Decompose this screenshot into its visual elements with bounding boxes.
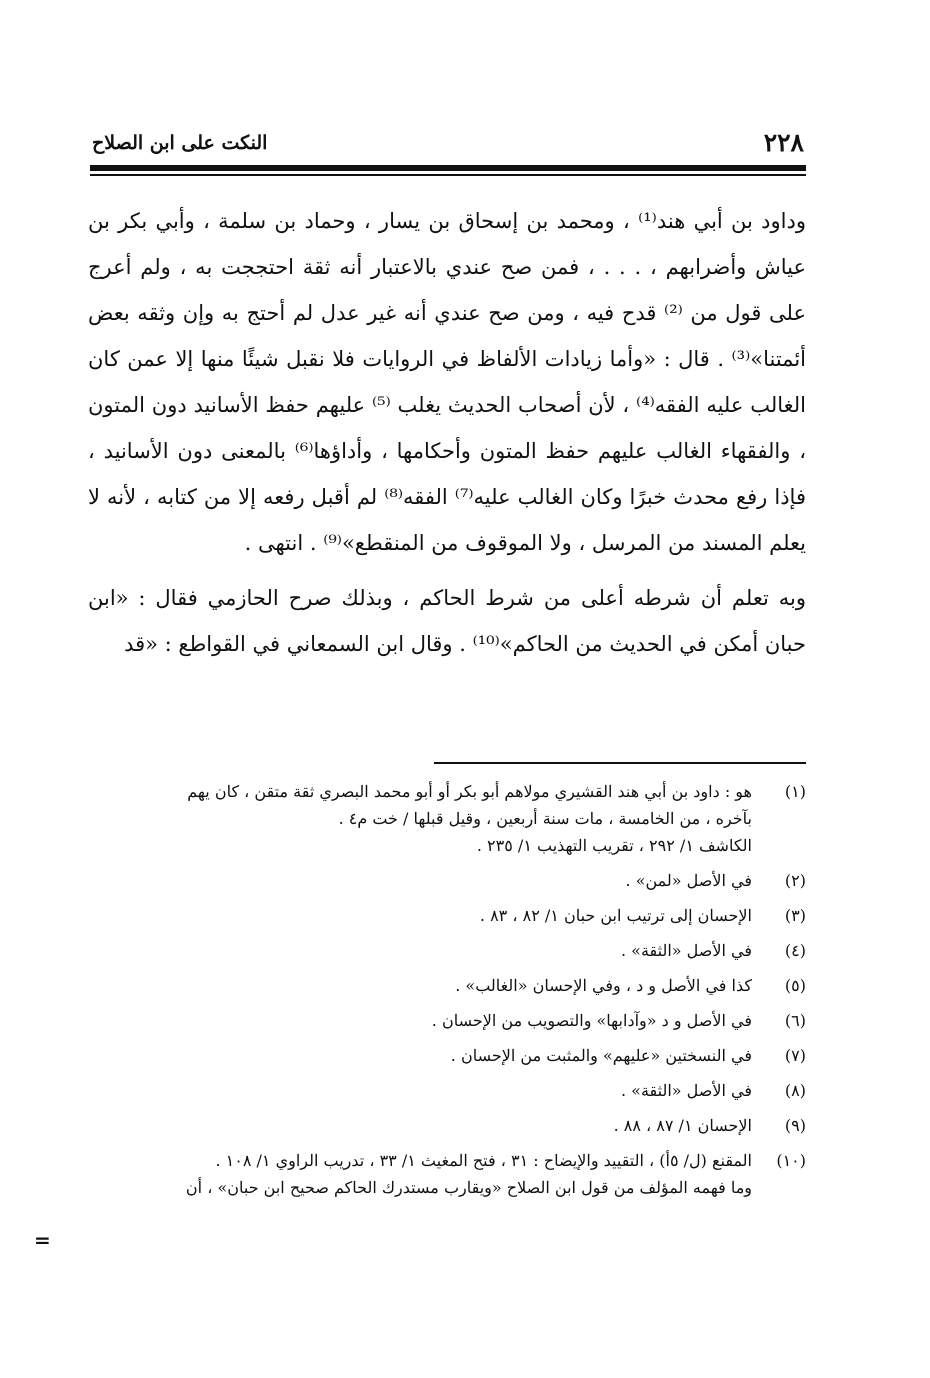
footnote-10 [92, 1147, 806, 1201]
footnote-text: المقنع (ل/ ٥أ) ، التقييد والإيضاح : ٣١ ، فتح المغيث ١/ ٣٣ ، تدريب الراوي ١/ ١٠٨ . [215, 1151, 752, 1170]
footnote-4 [92, 937, 806, 964]
header-rule-thick [90, 165, 806, 171]
footnote-text: في الأصل «الثقة» . [621, 1081, 752, 1100]
continuation-mark: = [34, 1228, 51, 1252]
footnote-text: في الأصل «لمن» . [625, 871, 752, 890]
header-rule-thin [90, 174, 806, 176]
footnote-text: الكاشف ١/ ٢٩٢ ، تقريب التهذيب ١/ ٢٣٥ . [476, 836, 752, 855]
running-header [92, 128, 804, 164]
footnote-2 [92, 867, 806, 894]
footnote-number: (٧) [784, 1046, 806, 1065]
footnote-text: وما فهمه المؤلف من قول ابن الصلاح «ويقارب مستدرك الحاكم صحيح ابن حبان» ، أن [185, 1178, 752, 1197]
footnote-number: (٤) [784, 941, 806, 960]
footnote-number: (٥) [784, 976, 806, 995]
body-paragraph: وداود بن أبي هند⁽¹⁾ ، ومحمد بن إسحاق بن يسار ، وحماد بن سلمة ، وأبي بكر بن عياش وأضرابهم ، . . . ، فمن صح عندي بالاعتبار أنه ثقة احتججت به ، ولم أعرج على قول من ⁽²⁾ قدح فيه ، ومن صح عندي أنه غير عدل لم أحتج به وإن وثقه بعض أئمتنا»⁽³⁾ . قال : «وأما زيادات الألفاظ في الروايات فلا نقبل شيئًا منها إلا عمن كان الغالب عليه الفقه⁽⁴⁾ ، لأن أصحاب الحديث يغلب ⁽⁵⁾ عليهم حفظ الأسانيد دون المتون ، والفقهاء الغالب عليهم حفظ المتون وأحكامها ، وأداؤها⁽⁶⁾ بالمعنى دون الأسانيد ، فإذا رفع محدث خبرًا وكان الغالب عليه⁽⁷⁾ الفقه⁽⁸⁾ لم أقبل رفعه إلا من كتابه ، لأنه لا يعلم المسند من المرسل ، ولا الموقوف من المنقطع»⁽⁹⁾ . انتهى . [88, 209, 806, 555]
main-text [88, 198, 806, 667]
footnote-text: في الأصل «الثقة» . [621, 941, 752, 960]
footnote-separator [434, 762, 806, 764]
footnote-number: (١٠) [776, 1151, 806, 1170]
footnote-text: بآخره ، من الخامسة ، مات سنة أربعين ، وقيل قبلها / خت م٤ . [338, 809, 752, 828]
footnote-6 [92, 1007, 806, 1034]
body-paragraph: وبه تعلم أن شرطه أعلى من شرط الحاكم ، وبذلك صرح الحازمي فقال : «ابن حبان أمكن في الحديث من الحاكم»⁽¹⁰⁾ . وقال ابن السمعاني في القواطع : «قد [88, 586, 806, 656]
footnote-text: في النسختين «عليهم» والمثبت من الإحسان . [450, 1046, 752, 1065]
footnote-number: (٦) [784, 1011, 806, 1030]
footnote-number: (٩) [784, 1116, 806, 1135]
footnote-7 [92, 1042, 806, 1069]
footnote-text: الإحسان إلى ترتيب ابن حبان ١/ ٨٢ ، ٨٣ . [479, 906, 752, 925]
footnote-3 [92, 902, 806, 929]
footnote-5 [92, 972, 806, 999]
footnote-text: في الأصل و د «وآدابها» والتصويب من الإحسان . [431, 1011, 752, 1030]
page-number: ٢٢٨ [763, 128, 804, 157]
footnote-8 [92, 1077, 806, 1104]
footnotes [92, 778, 806, 1209]
footnote-9 [92, 1112, 806, 1139]
running-title: النكت على ابن الصلاح [92, 132, 268, 154]
footnote-number: (٢) [784, 871, 806, 890]
footnote-text: كذا في الأصل و د ، وفي الإحسان «الغالب» . [455, 976, 752, 995]
footnote-text: هو : داود بن أبي هند القشيري مولاهم أبو بكر أو أبو محمد البصري ثقة متقن ، كان يهم [187, 782, 752, 801]
footnote-1 [92, 778, 806, 859]
footnote-number: (١) [784, 782, 806, 801]
footnote-number: (٨) [784, 1081, 806, 1100]
footnote-number: (٣) [784, 906, 806, 925]
footnote-text: الإحسان ١/ ٨٧ ، ٨٨ . [613, 1116, 752, 1135]
